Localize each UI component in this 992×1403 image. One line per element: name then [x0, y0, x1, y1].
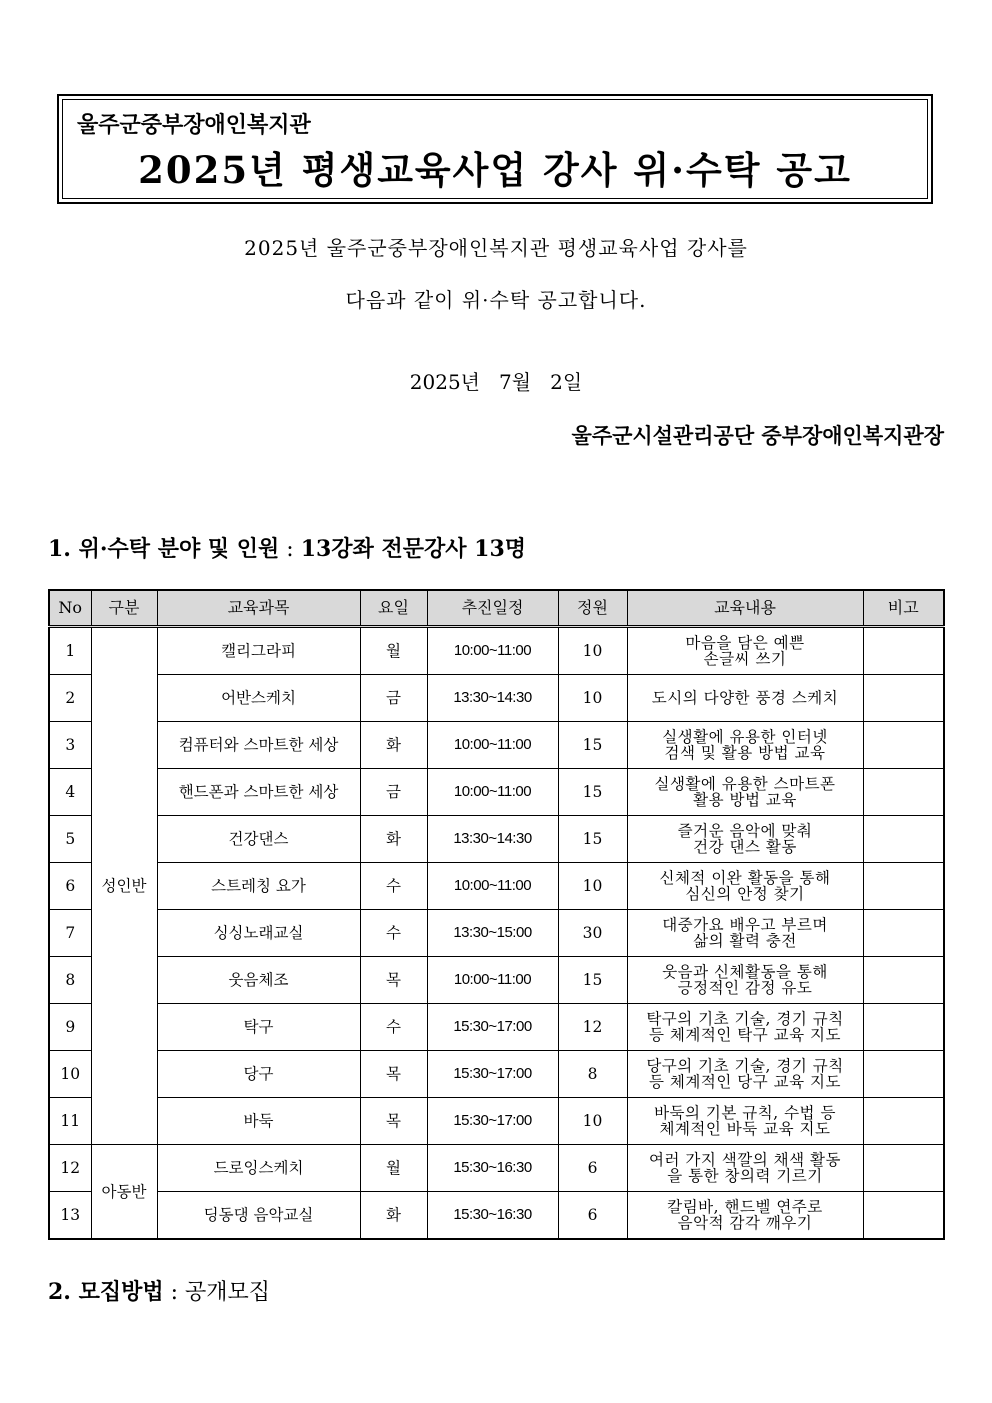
course-table — [48, 589, 945, 1240]
row-no: 1 — [49, 627, 91, 675]
row-subject: 어반스케치 — [157, 675, 360, 722]
row-capacity: 6 — [558, 1145, 627, 1192]
row-day: 수 — [360, 1004, 427, 1051]
row-content-line-2: 삶의 활력 충전 — [693, 932, 797, 950]
header-note: 비고 — [863, 590, 944, 627]
section-2-detail: 공개모집 — [185, 1280, 271, 1305]
row-subject: 딩동댕 음악교실 — [157, 1192, 360, 1240]
row-no: 2 — [49, 675, 91, 722]
row-content — [627, 816, 863, 863]
row-no: 11 — [49, 1098, 91, 1145]
row-content — [627, 1004, 863, 1051]
row-time: 13:30~14:30 — [427, 816, 558, 863]
section-2-separator: : — [163, 1280, 186, 1305]
row-no: 13 — [49, 1192, 91, 1240]
table-row — [49, 1192, 944, 1240]
section-1-heading — [48, 532, 526, 563]
row-note — [863, 957, 944, 1004]
row-content-line-1: 실생활에 유용한 스마트폰 — [654, 775, 836, 793]
row-content-line-1: 신체적 이완 활동을 통해 — [659, 869, 831, 887]
row-content-line-1: 즐거운 음악에 맞춰 — [677, 822, 813, 840]
section-2-heading — [48, 1275, 270, 1306]
row-content — [627, 957, 863, 1004]
row-subject: 웃음체조 — [157, 957, 360, 1004]
table-row — [49, 1004, 944, 1051]
row-capacity: 6 — [558, 1192, 627, 1240]
row-subject: 싱싱노래교실 — [157, 910, 360, 957]
row-content-line-1: 탁구의 기초 기술, 경기 규칙 — [646, 1010, 844, 1028]
row-day: 금 — [360, 769, 427, 816]
row-time: 13:30~15:00 — [427, 910, 558, 957]
intro-line-2: 다음과 같이 위·수탁 공고합니다. — [345, 288, 647, 312]
row-capacity: 30 — [558, 910, 627, 957]
row-note — [863, 769, 944, 816]
header-category: 구분 — [91, 590, 157, 627]
row-capacity: 15 — [558, 957, 627, 1004]
row-note — [863, 863, 944, 910]
title-box — [57, 94, 933, 204]
row-content-line-1: 여러 가지 색깔의 채색 활동 — [649, 1151, 841, 1169]
row-note — [863, 1145, 944, 1192]
row-no: 7 — [49, 910, 91, 957]
row-content-line-2: 손글씨 쓰기 — [703, 650, 787, 668]
row-content — [627, 769, 863, 816]
row-no: 8 — [49, 957, 91, 1004]
row-content — [627, 1098, 863, 1145]
header-day: 요일 — [360, 590, 427, 627]
row-capacity: 10 — [558, 627, 627, 675]
row-content-line-2: 을 통한 창의력 기르기 — [667, 1167, 823, 1185]
row-time: 15:30~17:00 — [427, 1004, 558, 1051]
row-note — [863, 816, 944, 863]
row-no: 12 — [49, 1145, 91, 1192]
row-day: 화 — [360, 722, 427, 769]
row-capacity: 15 — [558, 769, 627, 816]
organization-name: 울주군중부장애인복지관 — [77, 112, 311, 138]
table-row — [49, 722, 944, 769]
table-row — [49, 816, 944, 863]
page-title: 2025년 평생교육사업 강사 위·수탁 공고 — [138, 148, 852, 192]
row-no: 9 — [49, 1004, 91, 1051]
row-no: 4 — [49, 769, 91, 816]
row-content — [627, 675, 863, 722]
row-content-line-2: 체계적인 바둑 교육 지도 — [659, 1120, 831, 1138]
row-note — [863, 722, 944, 769]
table-row — [49, 957, 944, 1004]
row-capacity: 10 — [558, 675, 627, 722]
row-note — [863, 1192, 944, 1240]
row-content-line-1: 웃음과 신체활동을 통해 — [662, 963, 828, 981]
row-day: 수 — [360, 910, 427, 957]
row-subject: 핸드폰과 스마트한 세상 — [157, 769, 360, 816]
header-content: 교육내용 — [627, 590, 863, 627]
row-content-line-1: 실생활에 유용한 인터넷 — [662, 728, 828, 746]
row-time: 10:00~11:00 — [427, 863, 558, 910]
row-subject: 건강댄스 — [157, 816, 360, 863]
row-no: 5 — [49, 816, 91, 863]
row-content — [627, 722, 863, 769]
row-day: 화 — [360, 1192, 427, 1240]
header-subject: 교육과목 — [157, 590, 360, 627]
row-content-line-1: 도시의 다양한 풍경 스케치 — [651, 689, 839, 707]
table-row — [49, 910, 944, 957]
row-day: 월 — [360, 1145, 427, 1192]
row-content-line-2: 건강 댄스 활동 — [693, 838, 797, 856]
table-row — [49, 1098, 944, 1145]
row-time: 10:00~11:00 — [427, 722, 558, 769]
row-subject: 탁구 — [157, 1004, 360, 1051]
row-day: 목 — [360, 1098, 427, 1145]
row-subject: 드로잉스케치 — [157, 1145, 360, 1192]
row-content — [627, 627, 863, 675]
row-no: 10 — [49, 1051, 91, 1098]
table-header-row — [49, 590, 944, 627]
row-content-line-2: 활용 방법 교육 — [693, 791, 797, 809]
row-day: 목 — [360, 957, 427, 1004]
table-row — [49, 769, 944, 816]
row-content-line-2: 심신의 안정 찾기 — [685, 885, 805, 903]
row-content — [627, 1145, 863, 1192]
row-content — [627, 910, 863, 957]
row-content-line-1: 바둑의 기본 규칙, 수법 등 — [654, 1104, 836, 1122]
row-content-line-2: 등 체계적인 당구 교육 지도 — [649, 1073, 841, 1091]
section-1-separator: : — [279, 537, 301, 562]
row-content-line-2: 등 체계적인 탁구 교육 지도 — [649, 1026, 841, 1044]
category-child: 아동반 — [91, 1145, 157, 1240]
table-row — [49, 675, 944, 722]
row-content-line-1: 칼림바, 핸드벨 연주로 — [667, 1198, 823, 1216]
row-content — [627, 1192, 863, 1240]
row-content-line-2: 긍정적인 감정 유도 — [677, 979, 813, 997]
row-note — [863, 910, 944, 957]
header-schedule: 추진일정 — [427, 590, 558, 627]
row-note — [863, 1098, 944, 1145]
row-day: 화 — [360, 816, 427, 863]
section-2-label: 2. 모집방법 — [48, 1279, 164, 1305]
row-subject: 스트레칭 요가 — [157, 863, 360, 910]
row-content-line-1: 당구의 기초 기술, 경기 규칙 — [646, 1057, 844, 1075]
section-1-label: 1. 위·수탁 분야 및 인원 — [48, 536, 280, 562]
row-content — [627, 863, 863, 910]
row-subject: 컴퓨터와 스마트한 세상 — [157, 722, 360, 769]
header-no: No — [49, 590, 91, 627]
announcement-date: 2025년 7월 2일 — [409, 370, 583, 394]
intro-line-1: 2025년 울주군중부장애인복지관 평생교육사업 강사를 — [244, 236, 748, 260]
row-note — [863, 1004, 944, 1051]
table-row — [49, 863, 944, 910]
row-day: 월 — [360, 627, 427, 675]
row-capacity: 10 — [558, 1098, 627, 1145]
row-content-line-1: 마음을 담은 예쁜 — [685, 634, 805, 652]
table-row — [49, 1145, 944, 1192]
row-subject: 바둑 — [157, 1098, 360, 1145]
category-adult: 성인반 — [91, 627, 157, 1145]
row-time: 10:00~11:00 — [427, 769, 558, 816]
section-1-detail: 13강좌 전문강사 13명 — [300, 536, 527, 562]
row-day: 수 — [360, 863, 427, 910]
row-note — [863, 1051, 944, 1098]
row-day: 목 — [360, 1051, 427, 1098]
row-capacity: 12 — [558, 1004, 627, 1051]
row-time: 10:00~11:00 — [427, 627, 558, 675]
row-day: 금 — [360, 675, 427, 722]
table-row — [49, 627, 944, 675]
header-capacity: 정원 — [558, 590, 627, 627]
row-content-line-2: 음악적 감각 깨우기 — [677, 1214, 813, 1232]
row-no: 3 — [49, 722, 91, 769]
row-note — [863, 675, 944, 722]
row-time: 15:30~17:00 — [427, 1098, 558, 1145]
row-content-line-1: 대중가요 배우고 부르며 — [662, 916, 828, 934]
table-row — [49, 1051, 944, 1098]
row-time: 10:00~11:00 — [427, 957, 558, 1004]
row-content-line-2: 검색 및 활용 방법 교육 — [664, 744, 826, 762]
row-time: 15:30~16:30 — [427, 1192, 558, 1240]
row-no: 6 — [49, 863, 91, 910]
row-capacity: 10 — [558, 863, 627, 910]
row-note — [863, 627, 944, 675]
signer: 울주군시설관리공단 중부장애인복지관장 — [571, 423, 944, 448]
row-capacity: 8 — [558, 1051, 627, 1098]
row-subject: 캘리그라피 — [157, 627, 360, 675]
row-content — [627, 1051, 863, 1098]
row-subject: 당구 — [157, 1051, 360, 1098]
row-time: 15:30~16:30 — [427, 1145, 558, 1192]
row-time: 13:30~14:30 — [427, 675, 558, 722]
row-capacity: 15 — [558, 816, 627, 863]
row-time: 15:30~17:00 — [427, 1051, 558, 1098]
row-capacity: 15 — [558, 722, 627, 769]
